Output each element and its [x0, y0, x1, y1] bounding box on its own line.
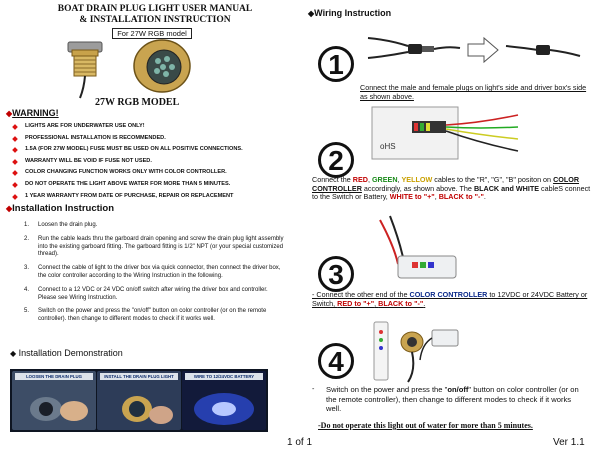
svg-text:oHS: oHS — [380, 142, 396, 151]
installation-step: 2. Run the cable leads thru the garboard drain opening and screw the drain plug light assembly into the existing garboard fitting. The garboard fitting is 1/2" NPT (or your special customized thread). — [24, 235, 284, 258]
title-line-1: BOAT DRAIN PLUG LIGHT USER MANUAL — [57, 4, 253, 14]
wiring-heading: Wiring Instruction — [314, 8, 392, 18]
demo-caption: LOOSEN THE DRAIN PLUG — [15, 373, 93, 380]
wiring-step-number-4: 4 — [318, 343, 354, 379]
final-warning: -Do not operate this light out of water for more than 5 minutes. — [318, 421, 533, 430]
product-photos — [62, 36, 202, 100]
warning-item: COLOR CHANGING FUNCTION WORKS ONLY WITH COLOR CONTROLLER. — [12, 167, 302, 179]
demo-strip — [10, 369, 268, 432]
installation-step: 5. Switch on the power and press the "on/off" button on color controller (or on the remote controller). then change to different modes to check if it works well. — [24, 308, 267, 323]
warning-item: 1.5A (FOR 27W MODEL) FUSE MUST BE USED ON ALL POSITIVE CONNECTIONS. — [12, 144, 302, 156]
diamond-bullet-icon: ◆ — [6, 204, 13, 213]
warning-heading: WARNING! — [12, 108, 59, 118]
demo-caption: WIRE TO 12/24VDC BATTERY — [185, 373, 263, 380]
demo-panel-loosen — [12, 371, 96, 430]
diamond-bullet-icon: ◆ — [6, 109, 13, 118]
page-indicator: 1 of 1 — [287, 437, 313, 448]
step-4-dash: - — [312, 384, 315, 393]
demo-heading: Installation Demonstration — [18, 348, 123, 358]
full-kit-photo — [372, 320, 462, 386]
model-subtitle: For 27W RGB model — [112, 28, 192, 39]
demo-panel-install — [97, 371, 181, 430]
wiring-step-3-text: - Connect the other end of the COLOR CONTROLLER to 12VDC or 24VDC Battery or Switch, RED to "+", BLACK to "-". — [312, 290, 588, 308]
model-label: 27W RGB MODEL — [95, 97, 180, 108]
installation-step: 3. Connect the cable of light to the driver box via quick connector, then connect the driver box, the color controller according to the Wiring Instruction in the following. — [24, 265, 281, 279]
installation-heading-row — [6, 203, 114, 214]
manual-title — [40, 4, 270, 26]
arrow-right-icon — [468, 38, 498, 62]
wiring-step-1-text: Connect the male and female plugs on light's side and driver box's side as shown above. — [360, 83, 587, 101]
drain-plug-front-image — [134, 40, 190, 92]
demo-caption: INSTALL THE DRAIN PLUG LIGHT — [100, 373, 178, 380]
controller-wiring-photo — [370, 212, 460, 280]
demo-panel-wire — [182, 371, 266, 430]
controller-photo — [370, 103, 520, 163]
warning-item: WARRANTY WILL BE VOID IF FUSE NOT USED. — [12, 156, 302, 168]
connector-photos — [360, 22, 590, 80]
wiring-step-4-text: Switch on the power and press the "on/off" button on color controller (or on the remote controller), then change to different modes to check if it works well. — [326, 385, 579, 413]
wiring-heading-row — [308, 8, 391, 18]
diamond-bullet-icon: ◆ — [308, 9, 315, 18]
installation-step: 4. Connect to a 12 VDC or 24 VDC on/off switch after wiring the driver box and controller. Please see Wiring Instruction. — [24, 286, 268, 301]
demo-heading-row — [10, 348, 123, 358]
title-line-2: & INSTALLATION INSTRUCTION — [79, 15, 231, 25]
warning-item: PROFESSIONAL INSTALLATION IS RECOMMENDED. — [12, 133, 302, 145]
wiring-step-number-1: 1 — [318, 46, 354, 82]
warning-item: 1 YEAR WARRANTY FROM DATE OF PURCHASE, REPAIR OR REPLACEMENT — [12, 191, 302, 203]
warning-list — [12, 121, 302, 202]
warning-heading-row — [6, 108, 59, 118]
wiring-step-2-text: Connect the RED, GREEN, YELLOW cables to the "R", "G", "B" positon on COLOR CONTROLLER accordingly, as shown above. The BLACK and WHITE cableS connect to the Switch or Battery, WHITE to "+", BLACK to "-". — [312, 175, 591, 202]
wiring-step-number-3: 3 — [318, 256, 354, 292]
wiring-step-number-2: 2 — [318, 142, 354, 178]
installation-heading: Installation Instruction — [12, 203, 115, 214]
warning-item: DO NOT OPERATE THE LIGHT ABOVE WATER FOR MORE THAN 5 MINUTES. — [12, 179, 302, 191]
version-label: Ver 1.1 — [553, 437, 585, 448]
installation-step: 1. Loosen the drain plug. — [24, 222, 98, 228]
drain-plug-side-image — [68, 42, 102, 98]
warning-item: LIGHTS ARE FOR UNDERWATER USE ONLY! — [12, 121, 302, 133]
installation-steps — [24, 222, 286, 330]
diamond-bullet-icon: ◆ — [10, 349, 17, 358]
